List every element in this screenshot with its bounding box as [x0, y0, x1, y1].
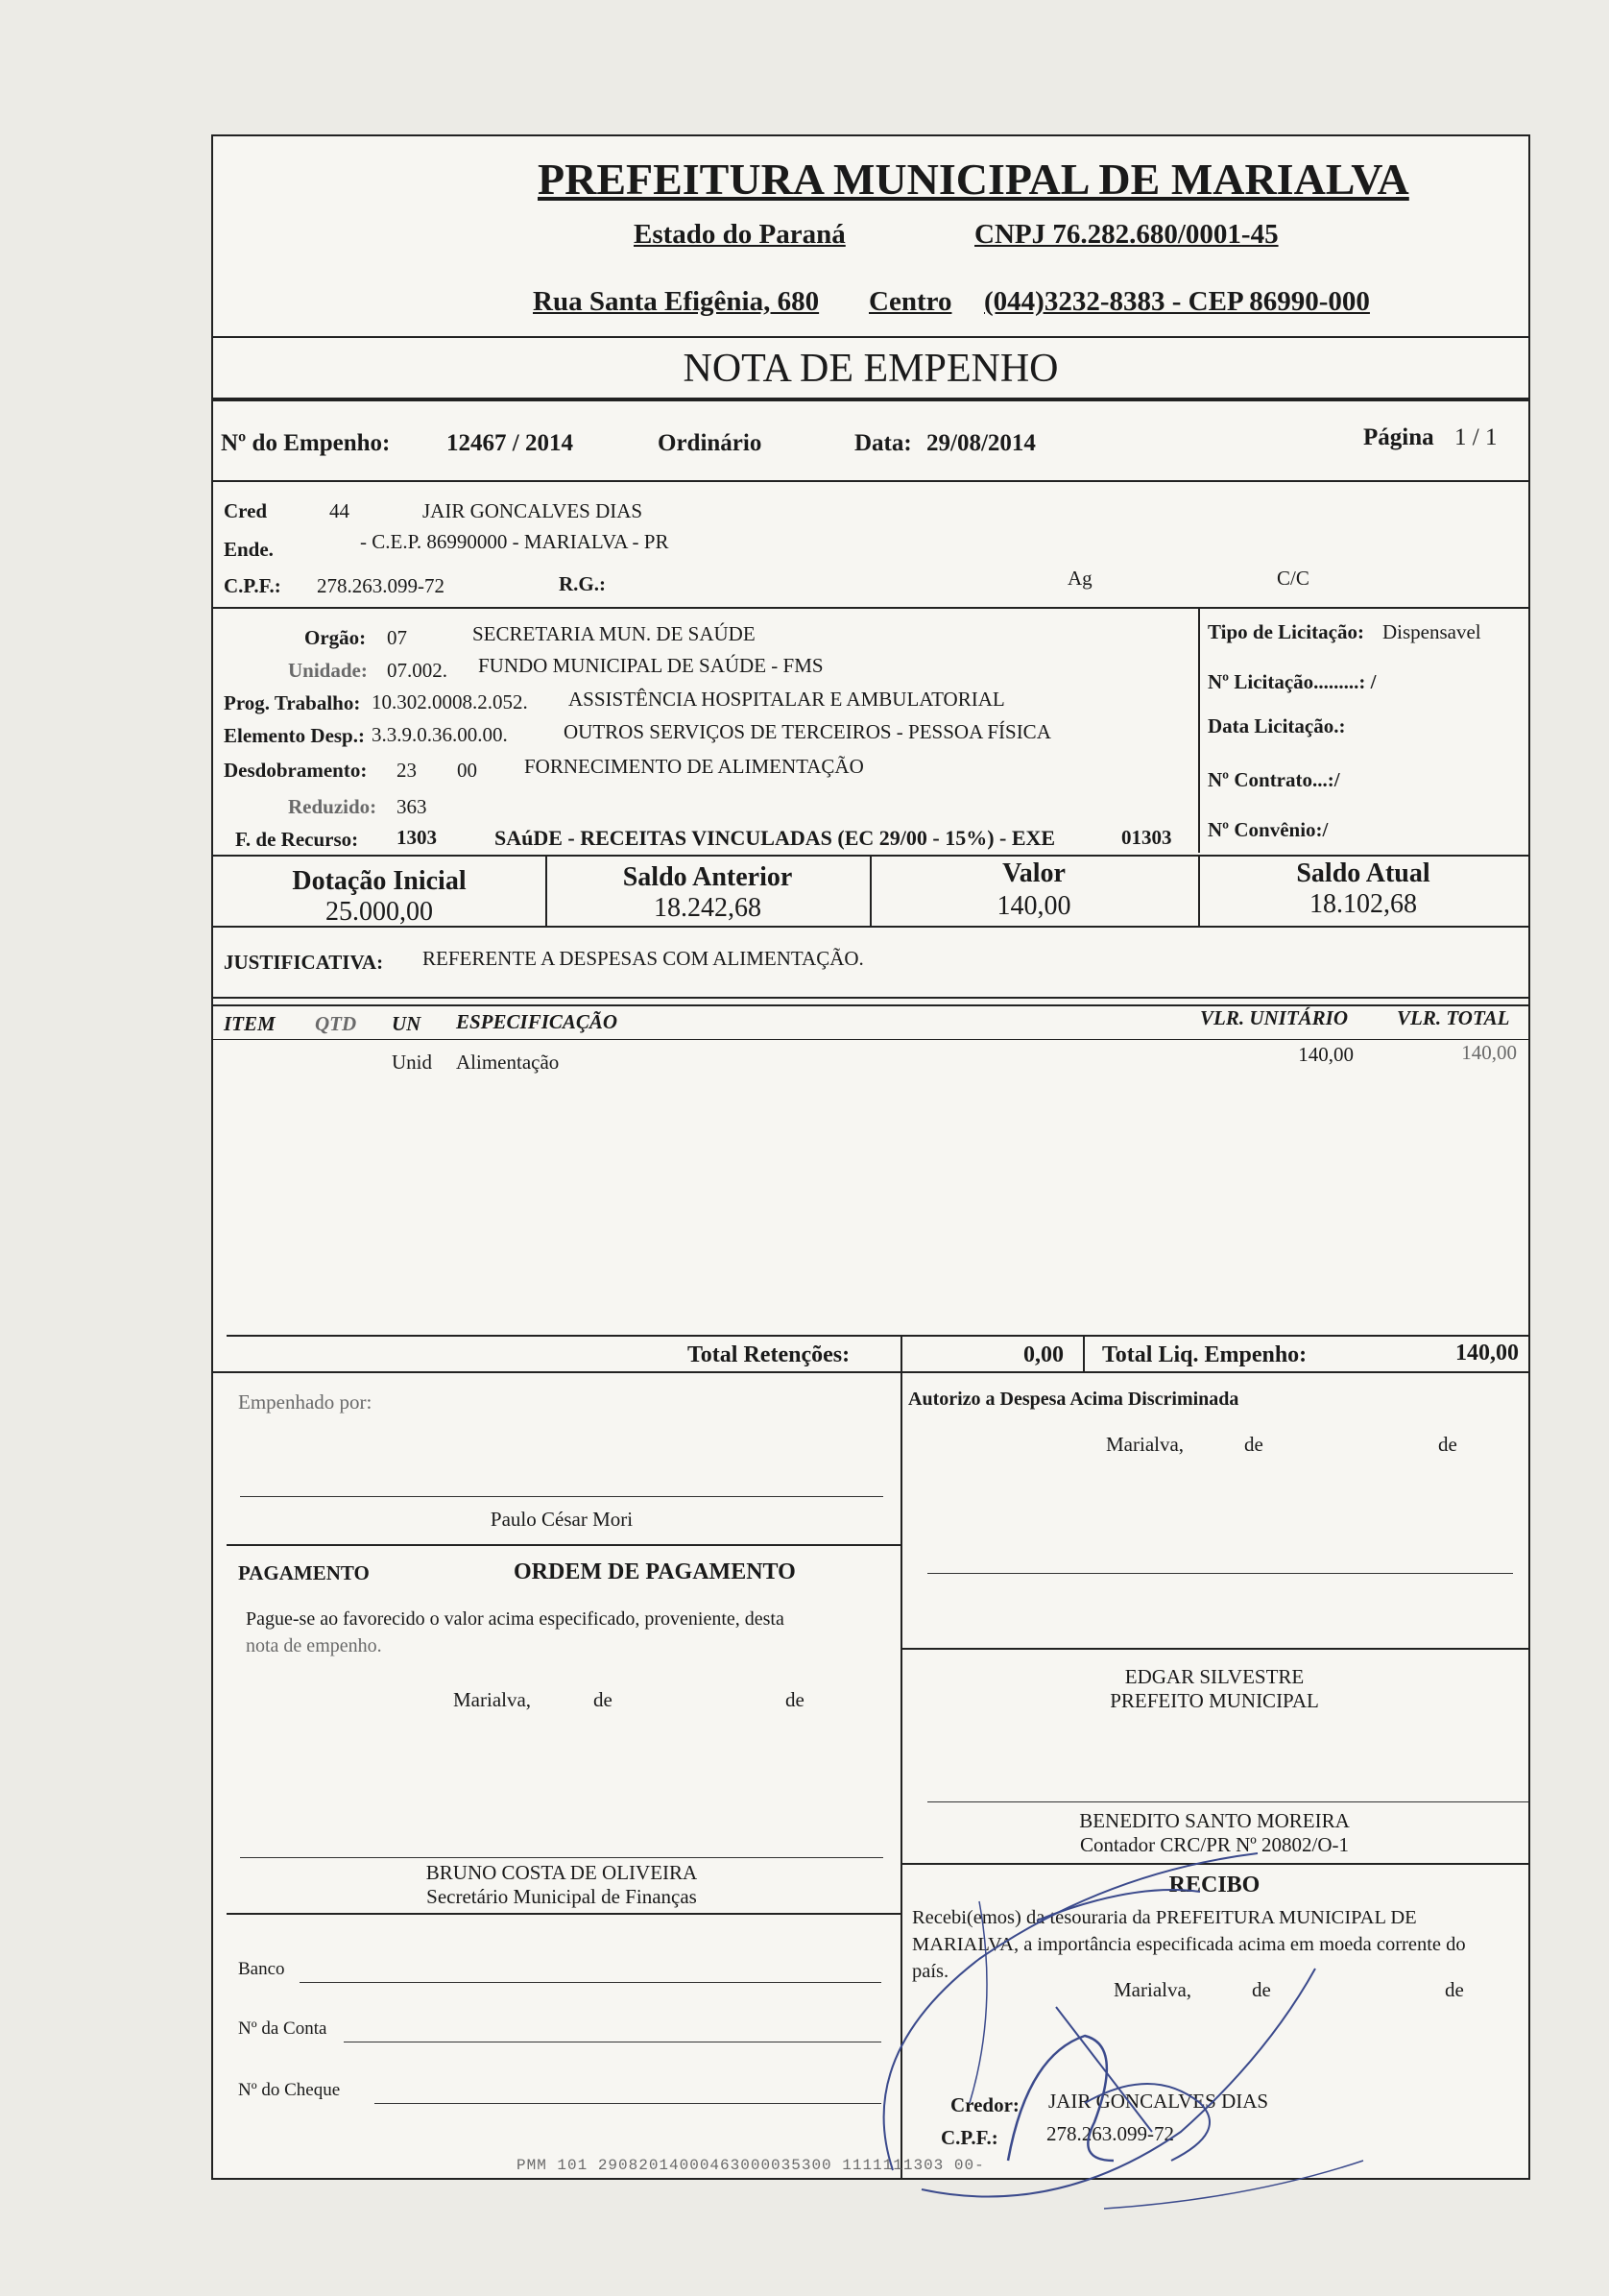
- header-phone-cep: (044)3232-8383 - CEP 86990-000: [984, 286, 1370, 317]
- retencoes-value: 0,00: [1023, 1342, 1064, 1367]
- reduzido-code: 363: [396, 795, 427, 818]
- fonte-name: SAúDE - RECEITAS VINCULADAS (EC 29/00 - 15%) - EXE: [494, 826, 1056, 850]
- cheque-label: Nº do Cheque: [238, 2080, 341, 2100]
- empenho-type: Ordinário: [658, 430, 762, 456]
- item-espec: Alimentação: [456, 1051, 560, 1074]
- empenho-date-label: Data:: [854, 430, 912, 456]
- ordem-place: Marialva,: [453, 1688, 532, 1711]
- credor-value: JAIR GONCALVES DIAS: [1048, 2090, 1269, 2113]
- data-licitacao-label: Data Licitação.:: [1208, 714, 1346, 737]
- autorizo-place: Marialva,: [1106, 1433, 1185, 1456]
- saldo-atual-value: 18.102,68: [1309, 889, 1417, 919]
- prog-name: ASSISTÊNCIA HOSPITALAR E AMBULATORIAL: [568, 688, 1005, 711]
- empenhado-label: Empenhado por:: [238, 1390, 372, 1414]
- item-vlr-unit: 140,00: [1298, 1043, 1354, 1066]
- secretario-role: Secretário Municipal de Finanças: [426, 1885, 697, 1908]
- autorizo-label: Autorizo a Despesa Acima Discriminada: [908, 1389, 1239, 1410]
- contador-name: BENEDITO SANTO MOREIRA: [1079, 1809, 1350, 1832]
- recibo-de1: de: [1252, 1978, 1271, 2001]
- desd-label: Desdobramento:: [224, 759, 368, 782]
- prog-code: 10.302.0008.2.052.: [372, 690, 528, 713]
- convenio-label: Nº Convênio:/: [1208, 818, 1329, 841]
- conta-label: Nº da Conta: [238, 2018, 327, 2039]
- credor-label: Credor:: [950, 2093, 1020, 2116]
- desd-code: 23: [396, 759, 417, 782]
- valor-value: 140,00: [997, 891, 1071, 921]
- desd-sub: 00: [457, 759, 477, 782]
- rg-label: R.G.:: [559, 572, 606, 595]
- orgao-code: 07: [387, 626, 407, 649]
- empenho-page-label: Página: [1363, 424, 1434, 450]
- tipo-licitacao-label: Tipo de Licitação:: [1208, 620, 1364, 643]
- recibo-text1: Recebi(emos) da tesouraria da PREFEITURA MUNICIPAL DE: [912, 1907, 1417, 1928]
- recibo-label: RECIBO: [1168, 1873, 1261, 1897]
- elem-code: 3.3.9.0.36.00.00.: [372, 723, 508, 746]
- liq-label: Total Liq. Empenho:: [1102, 1342, 1308, 1367]
- saldo-anterior-label: Saldo Anterior: [622, 862, 793, 892]
- reduzido-label: Reduzido:: [288, 795, 377, 818]
- col-un: UN: [392, 1012, 421, 1035]
- contrato-label: Nº Contrato...:/: [1208, 768, 1340, 791]
- elem-label: Elemento Desp.:: [224, 724, 365, 747]
- header-street: Rua Santa Efigênia, 680: [533, 286, 820, 317]
- col-espec: ESPECIFICAÇÃO: [456, 1010, 618, 1033]
- unidade-code: 07.002.: [387, 659, 447, 682]
- col-vlr-total: VLR. TOTAL: [1397, 1006, 1510, 1029]
- recibo-text3: país.: [912, 1961, 949, 1982]
- pagamento-label: PAGAMENTO: [238, 1561, 370, 1584]
- contador-role: Contador CRC/PR Nº 20802/O-1: [1079, 1833, 1350, 1856]
- empenho-date: 29/08/2014: [926, 430, 1036, 456]
- prefeito-name: EDGAR SILVESTRE: [1124, 1665, 1305, 1688]
- secretario-name: BRUNO COSTA DE OLIVEIRA: [425, 1861, 698, 1884]
- ordem-label: ORDEM DE PAGAMENTO: [514, 1559, 796, 1584]
- recibo-cpf-value: 278.263.099-72: [1046, 2122, 1174, 2145]
- orgao-name: SECRETARIA MUN. DE SAÚDE: [472, 622, 756, 645]
- col-item: ITEM: [224, 1012, 276, 1035]
- ordem-text1: Pague-se ao favorecido o valor acima especificado, proveniente, desta: [246, 1608, 784, 1630]
- justificativa-text: REFERENTE A DESPESAS COM ALIMENTAÇÃO.: [422, 947, 864, 970]
- justificativa-label: JUSTIFICATIVA:: [224, 951, 384, 974]
- num-licitacao-label: Nº Licitação.........: /: [1208, 670, 1377, 693]
- header-district: Centro: [869, 286, 952, 317]
- unidade-label: Unidade:: [288, 659, 368, 682]
- cpf-value: 278.263.099-72: [317, 574, 444, 597]
- retencoes-label: Total Retenções:: [687, 1342, 851, 1367]
- header-state: Estado do Paraná: [634, 219, 846, 250]
- addr-value: - C.E.P. 86990000 - MARIALVA - PR: [360, 530, 669, 553]
- empenho-page: 1 / 1: [1454, 424, 1498, 450]
- elem-name: OUTROS SERVIÇOS DE TERCEIROS - PESSOA FÍSICA: [564, 720, 1051, 743]
- ordem-de1: de: [593, 1688, 612, 1711]
- fonte-label: F. de Recurso:: [235, 828, 359, 851]
- recibo-place: Marialva,: [1114, 1978, 1192, 2001]
- ordem-de2: de: [785, 1688, 804, 1711]
- autorizo-de2: de: [1438, 1433, 1457, 1456]
- dotacao-value: 25.000,00: [325, 897, 433, 927]
- header-cnpj: CNPJ 76.282.680/0001-45: [974, 219, 1279, 250]
- col-qtd: QTD: [315, 1012, 357, 1035]
- cred-code: 44: [329, 499, 349, 522]
- dotacao-label: Dotação Inicial: [292, 866, 467, 896]
- doc-title: NOTA DE EMPENHO: [683, 347, 1059, 391]
- empenho-number: 12467 / 2014: [446, 430, 573, 456]
- desd-name: FORNECIMENTO DE ALIMENTAÇÃO: [524, 755, 864, 778]
- item-un: Unid: [392, 1051, 432, 1074]
- item-vlr-total: 140,00: [1461, 1041, 1517, 1064]
- tipo-licitacao-value: Dispensavel: [1382, 620, 1481, 643]
- liq-value: 140,00: [1455, 1341, 1519, 1366]
- valor-label: Valor: [1002, 858, 1066, 888]
- header-title: PREFEITURA MUNICIPAL DE MARIALVA: [538, 155, 1409, 204]
- recibo-de2: de: [1445, 1978, 1464, 2001]
- col-vlr-unit: VLR. UNITÁRIO: [1200, 1006, 1349, 1029]
- cred-label: Cred: [224, 499, 268, 522]
- recibo-text2: MARIALVA, a importância especificada acima em moeda corrente do: [912, 1934, 1466, 1955]
- footer-barcode-text: PMM 101 29082014000463000035300 1111111303 00-: [516, 2157, 985, 2174]
- empenho-number-label: Nº do Empenho:: [221, 430, 391, 456]
- cred-name: JAIR GONCALVES DIAS: [422, 499, 643, 522]
- unidade-name: FUNDO MUNICIPAL DE SAÚDE - FMS: [478, 654, 824, 677]
- banco-label: Banco: [238, 1959, 285, 1979]
- prefeito-role: PREFEITO MUNICIPAL: [1110, 1689, 1319, 1712]
- saldo-atual-label: Saldo Atual: [1296, 858, 1430, 888]
- empenhado-name: Paulo César Mori: [490, 1508, 634, 1531]
- ordem-text2: nota de empenho.: [246, 1635, 382, 1656]
- cpf-label: C.P.F.:: [224, 574, 281, 597]
- recibo-cpf-label: C.P.F.:: [941, 2126, 998, 2149]
- ag-label: Ag: [1068, 567, 1093, 590]
- saldo-anterior-value: 18.242,68: [654, 893, 761, 923]
- orgao-label: Orgão:: [304, 626, 367, 649]
- fonte-code2: 01303: [1121, 826, 1172, 849]
- autorizo-de1: de: [1244, 1433, 1263, 1456]
- fonte-code: 1303: [396, 826, 437, 849]
- prog-label: Prog. Trabalho:: [224, 691, 361, 714]
- addr-label: Ende.: [224, 538, 274, 561]
- cc-label: C/C: [1277, 567, 1309, 590]
